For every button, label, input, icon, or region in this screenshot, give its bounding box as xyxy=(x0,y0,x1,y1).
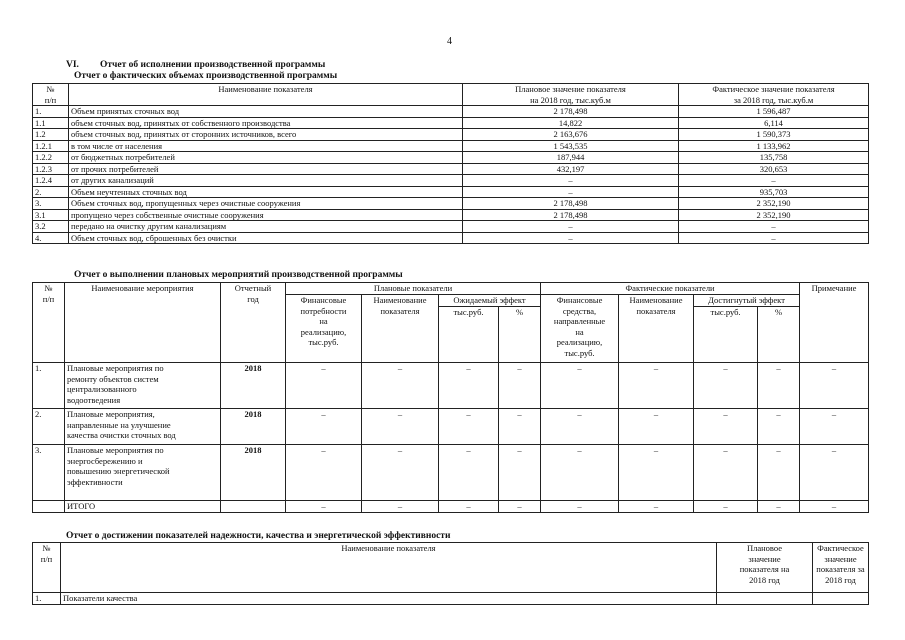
activities-header-row-1 xyxy=(33,283,869,295)
header-plan: Плановое значение показателя на 2018 год, тыс.куб.м xyxy=(463,84,679,106)
row-name: Показатели качества xyxy=(61,593,717,605)
header-year: Отчетный год xyxy=(221,283,286,363)
table-row xyxy=(33,152,869,164)
row-name: передано на очистку другим канализациям xyxy=(69,221,463,233)
header-achieved-pct: % xyxy=(758,307,800,363)
total-value: – xyxy=(541,501,619,513)
row-value: – xyxy=(758,363,800,409)
header-plan-indicator: Наименование показателя xyxy=(362,295,439,363)
row-num: 3. xyxy=(33,198,69,210)
reliability-header-row xyxy=(33,543,869,593)
row-value: – xyxy=(619,409,694,445)
row-name: от бюджетных потребителей xyxy=(69,152,463,164)
row-plan-value: 2 178,498 xyxy=(463,209,679,221)
row-fact-value: 135,758 xyxy=(679,152,869,164)
table-row xyxy=(33,209,869,221)
row-fact-value: – xyxy=(679,175,869,187)
table-row xyxy=(33,106,869,118)
volumes-header-row xyxy=(33,84,869,106)
row-name: от прочих потребителей xyxy=(69,163,463,175)
total-value: – xyxy=(499,501,541,513)
row-plan-value: – xyxy=(463,232,679,244)
row-plan-value: 1 543,535 xyxy=(463,140,679,152)
row-name-line: Плановые мероприятия по xyxy=(67,363,164,373)
row-fact-value: 1 133,962 xyxy=(679,140,869,152)
table-row xyxy=(33,198,869,210)
row-name-line: эффективности xyxy=(67,476,123,487)
row-plan-value: 2 178,498 xyxy=(463,106,679,118)
section-number: VI. xyxy=(66,60,79,70)
row-fact-value: 1 596,487 xyxy=(679,106,869,118)
row-name xyxy=(65,445,221,501)
row-name: пропущено через собственные очистные сооружения xyxy=(69,209,463,221)
row-plan-value: 187,944 xyxy=(463,152,679,164)
row-name-line: Плановые мероприятия, xyxy=(67,409,155,419)
row-num: 2. xyxy=(33,409,65,445)
header-fact-finance: Финансовые средства, направленные на реализацию, тыс.руб. xyxy=(541,295,619,363)
row-num: 3. xyxy=(33,445,65,501)
row-plan-value: 2 163,676 xyxy=(463,129,679,141)
table-row xyxy=(33,129,869,141)
header-note: Примечание xyxy=(800,283,869,363)
total-value: – xyxy=(439,501,499,513)
header-plan: Плановое значение показателя на 2018 год xyxy=(717,543,813,593)
table-row xyxy=(33,363,869,409)
total-value: – xyxy=(286,501,362,513)
row-value: – xyxy=(286,409,362,445)
row-num: 2. xyxy=(33,186,69,198)
row-value: – xyxy=(694,409,758,445)
row-note: – xyxy=(800,363,869,409)
header-num: № п/п xyxy=(33,84,69,106)
row-name: от других канализаций xyxy=(69,175,463,187)
row-value: – xyxy=(362,363,439,409)
row-year: 2018 xyxy=(221,409,286,445)
row-name-line: ремонту объектов систем xyxy=(67,373,159,384)
row-num: 4. xyxy=(33,232,69,244)
header-expected-effect: Ожидаемый эффект xyxy=(439,295,541,307)
table-row xyxy=(33,175,869,187)
row-num: 1.2 xyxy=(33,129,69,141)
row-num: 1.2.1 xyxy=(33,140,69,152)
row-fact-value: – xyxy=(679,221,869,233)
row-fact-value xyxy=(813,593,869,605)
row-name-line: направленные на улучшение xyxy=(67,419,171,430)
row-value: – xyxy=(286,363,362,409)
row-value: – xyxy=(439,363,499,409)
total-label: ИТОГО xyxy=(65,501,221,513)
row-fact-value: 2 352,190 xyxy=(679,198,869,210)
row-fact-value: 935,703 xyxy=(679,186,869,198)
row-num: 3.1 xyxy=(33,209,69,221)
row-num: 1. xyxy=(33,106,69,118)
total-value: – xyxy=(362,501,439,513)
header-plan-finance: Финансовые потребности на реализацию, тыс.руб. xyxy=(286,295,362,363)
row-num: 1. xyxy=(33,593,61,605)
row-num: 1. xyxy=(33,363,65,409)
row-name-line: повышению энергетической xyxy=(67,466,170,476)
row-name: в том числе от населения xyxy=(69,140,463,152)
row-value: – xyxy=(541,409,619,445)
table-row xyxy=(33,409,869,445)
row-value: – xyxy=(619,445,694,501)
row-name: объем сточных вод, принятых от сторонних источников, всего xyxy=(69,129,463,141)
header-fact-group: Фактические показатели xyxy=(541,283,800,295)
row-fact-value: – xyxy=(679,232,869,244)
row-plan-value: – xyxy=(463,221,679,233)
row-name: объем сточных вод, принятых от собственного производства xyxy=(69,117,463,129)
row-name xyxy=(65,363,221,409)
row-plan-value: 2 178,498 xyxy=(463,198,679,210)
row-value: – xyxy=(541,363,619,409)
row-value: – xyxy=(439,445,499,501)
row-name-line: водоотведения xyxy=(67,394,121,405)
table-row xyxy=(33,140,869,152)
table-row xyxy=(33,232,869,244)
row-value: – xyxy=(694,363,758,409)
header-expected-pct: % xyxy=(499,307,541,363)
reliability-table xyxy=(32,542,869,605)
row-num: 3.2 xyxy=(33,221,69,233)
row-value: – xyxy=(286,445,362,501)
volumes-heading: Отчет о фактических объемах производственной программы xyxy=(74,71,338,81)
header-num: № п/п xyxy=(33,283,65,363)
row-name: Объем сточных вод, сброшенных без очистки xyxy=(69,232,463,244)
table-row xyxy=(33,593,869,605)
total-year xyxy=(221,501,286,513)
header-num: № п/п xyxy=(33,543,61,593)
row-year: 2018 xyxy=(221,445,286,501)
total-value: – xyxy=(758,501,800,513)
row-value: – xyxy=(758,409,800,445)
header-expected-rub: тыс.руб. xyxy=(439,307,499,363)
row-value: – xyxy=(758,445,800,501)
row-name: Объем принятых сточных вод xyxy=(69,106,463,118)
header-achieved-rub: тыс.руб. xyxy=(694,307,758,363)
row-name-line: Плановые мероприятия по xyxy=(67,445,164,455)
total-num xyxy=(33,501,65,513)
row-plan-value: – xyxy=(463,186,679,198)
section-heading xyxy=(66,60,325,70)
row-name-line: централизованного xyxy=(67,384,137,394)
row-value: – xyxy=(619,363,694,409)
row-value: – xyxy=(499,363,541,409)
row-name-line: энергосбережению и xyxy=(67,455,143,466)
total-row xyxy=(33,501,869,513)
row-num: 1.2.3 xyxy=(33,163,69,175)
total-value: – xyxy=(694,501,758,513)
total-value: – xyxy=(800,501,869,513)
row-plan-value xyxy=(717,593,813,605)
row-value: – xyxy=(694,445,758,501)
row-value: – xyxy=(439,409,499,445)
reliability-heading: Отчет о достижении показателей надежности, качества и энергетической эффективности xyxy=(66,531,451,541)
row-value: – xyxy=(362,445,439,501)
activities-heading: Отчет о выполнении плановых мероприятий производственной программы xyxy=(74,270,403,280)
row-plan-value: 432,197 xyxy=(463,163,679,175)
row-fact-value: 1 590,373 xyxy=(679,129,869,141)
header-name: Наименование показателя xyxy=(61,543,717,593)
section-title: Отчет об исполнении производственной программы xyxy=(100,60,326,70)
header-fact: Фактическое значение показателя за 2018 год, тыс.куб.м xyxy=(679,84,869,106)
header-fact: Фактическое значение показателя за 2018 год xyxy=(813,543,869,593)
activities-table xyxy=(32,282,869,513)
header-achieved-effect: Достигнутый эффект xyxy=(694,295,800,307)
row-plan-value: 14,822 xyxy=(463,117,679,129)
table-row xyxy=(33,445,869,501)
row-name xyxy=(65,409,221,445)
row-fact-value: 2 352,190 xyxy=(679,209,869,221)
header-name: Наименование показателя xyxy=(69,84,463,106)
total-value: – xyxy=(619,501,694,513)
row-name: Объем сточных вод, пропущенных через очистные сооружения xyxy=(69,198,463,210)
table-row xyxy=(33,163,869,175)
row-plan-value: – xyxy=(463,175,679,187)
row-name-line: качества очистки сточных вод xyxy=(67,430,176,440)
row-value: – xyxy=(541,445,619,501)
row-num: 1.2.2 xyxy=(33,152,69,164)
row-fact-value: 320,653 xyxy=(679,163,869,175)
page-number: 4 xyxy=(447,36,452,47)
header-name: Наименование мероприятия xyxy=(65,283,221,363)
row-year: 2018 xyxy=(221,363,286,409)
header-fact-indicator: Наименование показателя xyxy=(619,295,694,363)
row-value: – xyxy=(499,409,541,445)
row-name: Объем неучтенных сточных вод xyxy=(69,186,463,198)
row-value: – xyxy=(499,445,541,501)
table-row xyxy=(33,186,869,198)
header-plan-group: Плановые показатели xyxy=(286,283,541,295)
row-fact-value: 6,114 xyxy=(679,117,869,129)
row-value: – xyxy=(362,409,439,445)
volumes-table xyxy=(32,83,869,244)
row-note: – xyxy=(800,409,869,445)
row-num: 1.2.4 xyxy=(33,175,69,187)
table-row xyxy=(33,117,869,129)
row-num: 1.1 xyxy=(33,117,69,129)
table-row xyxy=(33,221,869,233)
row-note: – xyxy=(800,445,869,501)
